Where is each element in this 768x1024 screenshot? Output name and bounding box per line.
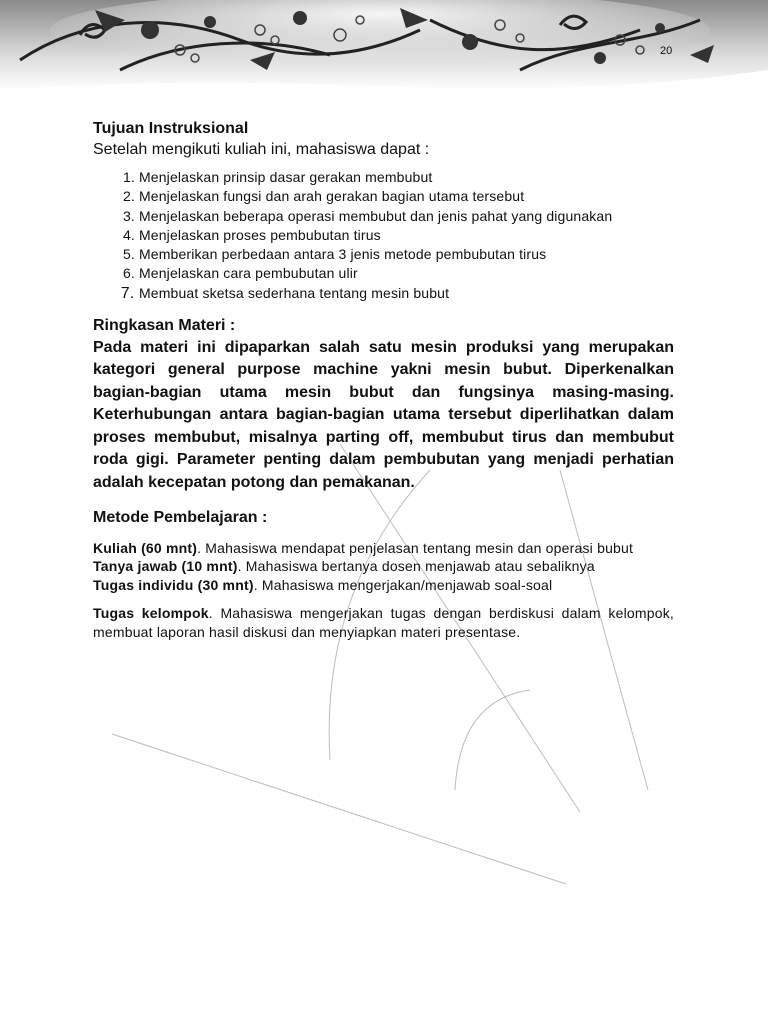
method-text: . Mahasiswa mengerjakan tugas dengan berdiskusi dalam kelompok, membuat laporan hasil diskusi dan menyiapkan materi presentase.	[93, 605, 674, 640]
floral-banner-graphic	[0, 0, 768, 92]
method-label: Kuliah (60 mnt)	[93, 539, 198, 556]
method-text: . Mahasiswa mendapat penjelasan tentang mesin dan operasi bubut	[197, 539, 634, 556]
list-item: 3. Menjelaskan beberapa operasi membubut dan jenis pahat yang digunakan	[139, 207, 674, 226]
method-item	[93, 539, 674, 558]
page-content	[93, 118, 674, 641]
summary-text: Pada materi ini dipaparkan salah satu mesin produksi yang merupakan kategori general purpose machine yakni mesin bubut. Diperkenalkan bagian-bagian utama mesin bubut dan fungsinya masing-masing. Keterhubungan antara bagian-bagian utama tersebut diperlihatkan dalam proses membubut, misalnya parting off, membubut tirus dan membubut roda gigi. Parameter penting dalam pembubutan yang menjadi perhatian adalah kecepatan potong dan pemakanan.	[93, 339, 674, 491]
list-item: 5. Memberikan perbedaan antara 3 jenis metode pembubutan tirus	[139, 245, 674, 264]
method-label: Tugas kelompok	[93, 605, 209, 622]
objectives-subtitle: Setelah mengikuti kuliah ini, mahasiswa dapat :	[93, 141, 430, 158]
list-item: 6. Menjelaskan cara pembubutan ulir	[139, 264, 674, 283]
methods-title: Metode Pembelajaran :	[93, 508, 268, 526]
method-item	[93, 604, 674, 641]
list-item: 4. Menjelaskan proses pembubutan tirus	[139, 226, 674, 245]
objectives-title: Tujuan Instruksional	[93, 120, 249, 137]
objectives-list	[93, 168, 674, 303]
method-item	[93, 557, 674, 576]
page-number: 20	[660, 45, 673, 57]
list-item: 7. Membuat sketsa sederhana tentang mesin bubut	[139, 284, 674, 303]
list-item: 2. Menjelaskan fungsi dan arah gerakan bagian utama tersebut	[139, 187, 674, 206]
method-label: Tugas individu (30 mnt)	[93, 576, 254, 593]
summary-title: Ringkasan Materi :	[93, 317, 236, 335]
header-banner	[0, 0, 768, 92]
method-label: Tanya jawab (10 mnt)	[93, 558, 238, 575]
list-item: 1. Menjelaskan prinsip dasar gerakan membubut	[139, 168, 674, 187]
method-text: . Mahasiswa bertanya dosen menjawab atau sebaliknya	[237, 558, 595, 575]
method-text: . Mahasiswa mengerjakan/menjawab soal-soal	[253, 576, 553, 593]
method-item	[93, 576, 674, 595]
